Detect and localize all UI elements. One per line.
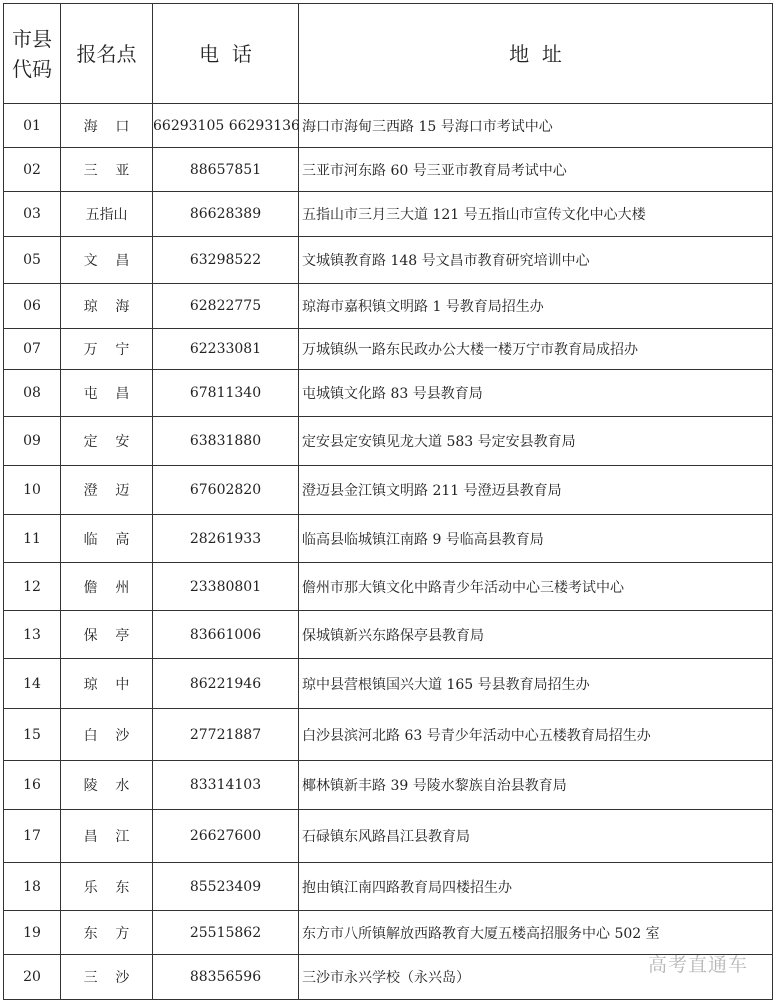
row-code: 20: [4, 955, 61, 1000]
row-code: 03: [4, 192, 61, 237]
row-address: 儋州市那大镇文化中路青少年活动中心三楼考试中心: [299, 563, 773, 611]
row-code: 01: [4, 104, 61, 148]
row-address: 椰林镇新丰路 39 号陵水黎族自治县教育局: [299, 761, 773, 810]
row-site: 临 高: [61, 515, 153, 563]
row-site: 海 口: [61, 104, 153, 148]
row-site: 儋 州: [61, 563, 153, 611]
row-code: 08: [4, 370, 61, 417]
table-header-row: [4, 4, 773, 104]
row-code: 07: [4, 329, 61, 370]
row-site: 五指山: [61, 192, 153, 237]
row-site: 白 沙: [61, 709, 153, 761]
row-code: 18: [4, 863, 61, 911]
row-address: 琼海市嘉积镇文明路 1 号教育局招生办: [299, 284, 773, 329]
row-phone: 23380801: [153, 563, 299, 611]
row-phone: 88657851: [153, 148, 299, 192]
table-row: [4, 659, 773, 709]
row-phone: 83314103: [153, 761, 299, 810]
row-phone: 86221946: [153, 659, 299, 709]
table-row: [4, 709, 773, 761]
row-site: 东 方: [61, 911, 153, 955]
row-code: 14: [4, 659, 61, 709]
row-site: 三 亚: [61, 148, 153, 192]
table-row: [4, 237, 773, 284]
row-site: 保 亭: [61, 611, 153, 659]
row-phone: 25515862: [153, 911, 299, 955]
row-phone: 63831880: [153, 417, 299, 466]
watermark: 高考直通车: [647, 954, 748, 976]
row-address: 三亚市河东路 60 号三亚市教育局考试中心: [299, 148, 773, 192]
row-site: 琼 中: [61, 659, 153, 709]
row-address: 文城镇教育路 148 号文昌市教育研究培训中心: [299, 237, 773, 284]
row-phone: 86628389: [153, 192, 299, 237]
row-phone: 28261933: [153, 515, 299, 563]
row-site: 琼 海: [61, 284, 153, 329]
row-code: 05: [4, 237, 61, 284]
row-address: 屯城镇文化路 83 号县教育局: [299, 370, 773, 417]
header-phone: 电 话: [153, 4, 299, 104]
row-site: 乐 东: [61, 863, 153, 911]
table-row: [4, 417, 773, 466]
row-address: 三沙市永兴学校（永兴岛）: [299, 955, 773, 1000]
row-phone: 62233081: [153, 329, 299, 370]
row-site: 陵 水: [61, 761, 153, 810]
row-site: 文 昌: [61, 237, 153, 284]
row-code: 13: [4, 611, 61, 659]
row-site: 定 安: [61, 417, 153, 466]
table-row: [4, 515, 773, 563]
row-phone: 85523409: [153, 863, 299, 911]
header-site: 报名点: [61, 4, 153, 104]
row-address: 琼中县营根镇国兴大道 165 号县教育局招生办: [299, 659, 773, 709]
table-row: [4, 761, 773, 810]
registration-sites-table: [3, 3, 773, 1000]
row-phone: 63298522: [153, 237, 299, 284]
row-phone: 62822775: [153, 284, 299, 329]
row-phone: 27721887: [153, 709, 299, 761]
header-address: 地 址: [299, 4, 773, 104]
table-row: [4, 863, 773, 911]
row-site: 屯 昌: [61, 370, 153, 417]
row-code: 09: [4, 417, 61, 466]
table-row: [4, 563, 773, 611]
header-code: [4, 4, 61, 104]
row-phone: 26627600: [153, 810, 299, 863]
row-phone: 67811340: [153, 370, 299, 417]
row-code: 11: [4, 515, 61, 563]
row-address: 白沙县滨河北路 63 号青少年活动中心五楼教育局招生办: [299, 709, 773, 761]
row-code: 17: [4, 810, 61, 863]
table-row: [4, 284, 773, 329]
row-site: 澄 迈: [61, 466, 153, 515]
row-code: 02: [4, 148, 61, 192]
row-phone: 83661006: [153, 611, 299, 659]
row-phone: 88356596: [153, 955, 299, 1000]
header-code-text: 市县代码: [12, 26, 52, 81]
row-address: 东方市八所镇解放西路教育大厦五楼高招服务中心 502 室: [299, 911, 773, 955]
row-address: 海口市海甸三西路 15 号海口市考试中心: [299, 104, 773, 148]
row-address: 五指山市三月三大道 121 号五指山市宣传文化中心大楼: [299, 192, 773, 237]
table-row: [4, 104, 773, 148]
table-row: [4, 466, 773, 515]
table-row: [4, 911, 773, 955]
row-code: 16: [4, 761, 61, 810]
table-row: [4, 148, 773, 192]
row-code: 06: [4, 284, 61, 329]
row-address: 抱由镇江南四路教育局四楼招生办: [299, 863, 773, 911]
row-address: 澄迈县金江镇文明路 211 号澄迈县教育局: [299, 466, 773, 515]
row-site: 三 沙: [61, 955, 153, 1000]
row-code: 12: [4, 563, 61, 611]
row-code: 10: [4, 466, 61, 515]
table-row: [4, 810, 773, 863]
row-site: 昌 江: [61, 810, 153, 863]
table-row: [4, 611, 773, 659]
row-address: 石碌镇东风路昌江县教育局: [299, 810, 773, 863]
table-row: [4, 192, 773, 237]
table-row: [4, 329, 773, 370]
row-address: 保城镇新兴东路保亭县教育局: [299, 611, 773, 659]
row-address: 万城镇纵一路东民政办公大楼一楼万宁市教育局成招办: [299, 329, 773, 370]
row-address: 定安县定安镇见龙大道 583 号定安县教育局: [299, 417, 773, 466]
row-site: 万 宁: [61, 329, 153, 370]
row-code: 19: [4, 911, 61, 955]
table-row: [4, 370, 773, 417]
row-phone: 66293105 66293136: [153, 104, 299, 148]
row-code: 15: [4, 709, 61, 761]
row-phone: 67602820: [153, 466, 299, 515]
row-address: 临高县临城镇江南路 9 号临高县教育局: [299, 515, 773, 563]
